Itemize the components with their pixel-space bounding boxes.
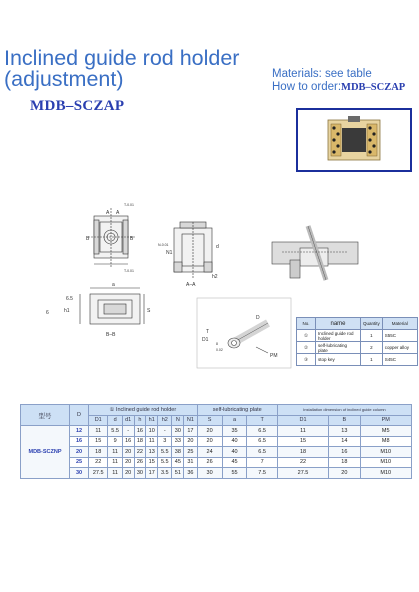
spec-cell: 20 bbox=[197, 436, 222, 447]
label-n1: N1 bbox=[166, 250, 173, 256]
label-t: T-0.01 bbox=[124, 203, 134, 207]
spec-cell: 36 bbox=[184, 468, 197, 479]
spec-group-holder: ① Inclined guide rod holder bbox=[89, 405, 198, 416]
label-a-2: A bbox=[116, 210, 120, 216]
spec-cell: 20 bbox=[184, 436, 197, 447]
spec-sub-col: h bbox=[134, 415, 146, 426]
spec-d-cell: 12 bbox=[70, 426, 89, 437]
spec-cell: 27.5 bbox=[89, 468, 108, 479]
spec-cell: M8 bbox=[360, 436, 412, 447]
table-row bbox=[297, 354, 418, 366]
spec-sub-col: d bbox=[108, 415, 122, 426]
spec-sub-col: d1 bbox=[122, 415, 134, 426]
side-view-drawing bbox=[158, 218, 230, 290]
spec-cell: 9 bbox=[108, 436, 122, 447]
spec-cell: 16 bbox=[134, 426, 146, 437]
spec-cell: 22 bbox=[277, 457, 328, 468]
parts-col-name: name bbox=[316, 318, 361, 330]
label-D1: D1 bbox=[202, 337, 209, 343]
parts-col-qty: Quantity bbox=[361, 318, 383, 330]
table-row bbox=[21, 468, 412, 479]
spec-sub-col: D1 bbox=[89, 415, 108, 426]
spec-cell: 22 bbox=[134, 447, 146, 458]
spec-cell: 16 bbox=[122, 436, 134, 447]
spec-cell: 13 bbox=[329, 426, 360, 437]
spec-cell: 15 bbox=[89, 436, 108, 447]
page-title bbox=[4, 48, 284, 90]
spec-sub-col: T bbox=[247, 415, 277, 426]
table-row bbox=[21, 426, 412, 437]
title-line-2: (adjustment) bbox=[4, 67, 124, 91]
parts-name: stop key bbox=[316, 354, 361, 366]
spec-cell: 17 bbox=[146, 468, 158, 479]
spec-cell: 20 bbox=[329, 468, 360, 479]
label-002: 0.02 bbox=[216, 348, 223, 352]
spec-body bbox=[21, 426, 412, 479]
spec-cell: 35 bbox=[222, 426, 247, 437]
spec-cell: 17 bbox=[184, 426, 197, 437]
spec-sub-col: N1 bbox=[184, 415, 197, 426]
label-a-front: a bbox=[112, 282, 115, 288]
parts-no: ① bbox=[297, 330, 316, 342]
spec-cell: 5.5 bbox=[158, 457, 172, 468]
spec-sub-col: a bbox=[222, 415, 247, 426]
label-a: A bbox=[106, 210, 110, 216]
label-h1: h1 bbox=[64, 308, 70, 314]
parts-qty: 2 bbox=[361, 342, 383, 354]
spec-sub-col: B bbox=[329, 415, 360, 426]
spec-cell: 51 bbox=[172, 468, 184, 479]
spec-cell: 3 bbox=[158, 436, 172, 447]
table-row bbox=[21, 447, 412, 458]
spec-table bbox=[20, 404, 412, 479]
parts-no: ③ bbox=[297, 354, 316, 366]
materials-text: Materials: see table bbox=[272, 68, 372, 80]
materials-note bbox=[272, 68, 405, 94]
label-t-2: T-0.01 bbox=[124, 269, 134, 273]
label-d: d bbox=[216, 244, 219, 250]
parts-qty: 1 bbox=[361, 330, 383, 342]
spec-cell: 30 bbox=[134, 468, 146, 479]
parts-col-material: Material bbox=[382, 318, 417, 330]
label-8: 8 bbox=[216, 342, 218, 346]
spec-cell: 11 bbox=[108, 447, 122, 458]
front-view-drawing bbox=[40, 280, 158, 340]
product-photo-drawing bbox=[298, 110, 410, 170]
spec-cell: 30 bbox=[172, 426, 184, 437]
spec-cell: 31 bbox=[184, 457, 197, 468]
top-view-drawing bbox=[84, 198, 140, 278]
parts-name: self-lubricating plate bbox=[316, 342, 361, 354]
spec-cell: 18 bbox=[329, 457, 360, 468]
spec-cell: 11 bbox=[89, 426, 108, 437]
spec-cell: 7.5 bbox=[247, 468, 277, 479]
spec-cell: 15 bbox=[277, 436, 328, 447]
spec-cell: 18 bbox=[89, 447, 108, 458]
spec-cell: 27.5 bbox=[277, 468, 328, 479]
spec-cell: 20 bbox=[122, 447, 134, 458]
label-65: 6.5 bbox=[66, 296, 73, 302]
spec-cell: 6.5 bbox=[247, 447, 277, 458]
spec-cell: 7 bbox=[247, 457, 277, 468]
spec-group-install: Installation dimension of inclined guide column bbox=[277, 405, 411, 416]
spec-sub-col: h2 bbox=[158, 415, 172, 426]
spec-cell: M10 bbox=[360, 468, 412, 479]
title-line-1: Inclined guide rod holder bbox=[4, 46, 240, 70]
spec-cell: 20 bbox=[197, 426, 222, 437]
spec-cell: 45 bbox=[172, 457, 184, 468]
label-aa: A–A bbox=[186, 282, 196, 288]
spec-cell: 18 bbox=[277, 447, 328, 458]
table-row bbox=[297, 342, 418, 354]
spec-cell: 11 bbox=[108, 457, 122, 468]
spec-cell: M10 bbox=[360, 447, 412, 458]
spec-cell: 30 bbox=[197, 468, 222, 479]
spec-cell: 20 bbox=[122, 457, 134, 468]
spec-cell: 38 bbox=[172, 447, 184, 458]
label-PM: PM bbox=[270, 353, 278, 359]
spec-sub-col: S bbox=[197, 415, 222, 426]
spec-cell: M5 bbox=[360, 426, 412, 437]
parts-no: ② bbox=[297, 342, 316, 354]
spec-col-model: 型号 bbox=[21, 405, 70, 426]
rod-iso-drawing bbox=[196, 297, 292, 369]
spec-cell: 40 bbox=[222, 447, 247, 458]
label-6: 6 bbox=[46, 310, 49, 316]
spec-cell: 16 bbox=[329, 447, 360, 458]
spec-cell: 11 bbox=[108, 468, 122, 479]
parts-material: S55C bbox=[382, 330, 417, 342]
how-to-order-label: How to order: bbox=[272, 81, 342, 93]
spec-cell: 10 bbox=[146, 426, 158, 437]
spec-sub-col: D1 bbox=[277, 415, 328, 426]
label-bb: B–B bbox=[106, 332, 116, 338]
parts-col-no: No. bbox=[297, 318, 316, 330]
spec-cell: 15 bbox=[146, 457, 158, 468]
spec-group-row bbox=[21, 405, 412, 416]
spec-d-cell: 16 bbox=[70, 436, 89, 447]
spec-cell: 33 bbox=[172, 436, 184, 447]
spec-cell: M10 bbox=[360, 457, 412, 468]
spec-col-d: D bbox=[70, 405, 89, 426]
how-to-order-code: MDB–SCZAP bbox=[341, 82, 406, 93]
product-photo bbox=[296, 108, 412, 172]
spec-cell: 14 bbox=[329, 436, 360, 447]
parts-material: copper alloy bbox=[382, 342, 417, 354]
spec-cell: 26 bbox=[134, 457, 146, 468]
label-b-2: B bbox=[130, 236, 134, 242]
spec-cell: 20 bbox=[122, 468, 134, 479]
spec-sub-col: N bbox=[172, 415, 184, 426]
spec-sub-col: PM bbox=[360, 415, 412, 426]
label-h2: h2 bbox=[212, 274, 218, 280]
spec-cell: 55 bbox=[222, 468, 247, 479]
spec-cell: 25 bbox=[184, 447, 197, 458]
spec-cell: 5.5 bbox=[158, 447, 172, 458]
spec-cell: 40 bbox=[222, 436, 247, 447]
spec-cell: 13 bbox=[146, 447, 158, 458]
parts-material: S45C bbox=[382, 354, 417, 366]
parts-table bbox=[296, 317, 418, 366]
label-n: N-0.01 bbox=[158, 243, 169, 247]
table-row bbox=[21, 436, 412, 447]
label-b: B bbox=[86, 236, 90, 242]
spec-cell: 11 bbox=[277, 426, 328, 437]
spec-cell: - bbox=[158, 426, 172, 437]
label-D: D bbox=[256, 315, 260, 321]
spec-cell: 3.5 bbox=[158, 468, 172, 479]
parts-name: Inclined guide rod holder bbox=[316, 330, 361, 342]
table-row bbox=[21, 457, 412, 468]
spec-cell: 6.5 bbox=[247, 436, 277, 447]
installation-drawing bbox=[268, 222, 360, 286]
parts-qty: 1 bbox=[361, 354, 383, 366]
spec-cell: 22 bbox=[89, 457, 108, 468]
label-T: T bbox=[206, 329, 210, 335]
spec-d-cell: 30 bbox=[70, 468, 89, 479]
spec-cell: 18 bbox=[134, 436, 146, 447]
spec-d-cell: 25 bbox=[70, 457, 89, 468]
spec-cell: 24 bbox=[197, 447, 222, 458]
spec-cell: 5.5 bbox=[108, 426, 122, 437]
spec-cell: 45 bbox=[222, 457, 247, 468]
spec-cell: 6.5 bbox=[247, 426, 277, 437]
spec-cell: 11 bbox=[146, 436, 158, 447]
model-code: MDB–SCZAP bbox=[30, 98, 125, 114]
spec-group-plate: self-lubricating plate bbox=[197, 405, 277, 416]
spec-d-cell: 20 bbox=[70, 447, 89, 458]
how-to-order bbox=[272, 81, 405, 94]
label-s: S bbox=[147, 308, 151, 314]
table-row bbox=[297, 330, 418, 342]
spec-cell: - bbox=[122, 426, 134, 437]
spec-sub-col: h1 bbox=[146, 415, 158, 426]
parts-table-header-row bbox=[297, 318, 418, 330]
spec-model-cell: MDB-SCZNP bbox=[21, 426, 70, 479]
spec-cell: 26 bbox=[197, 457, 222, 468]
